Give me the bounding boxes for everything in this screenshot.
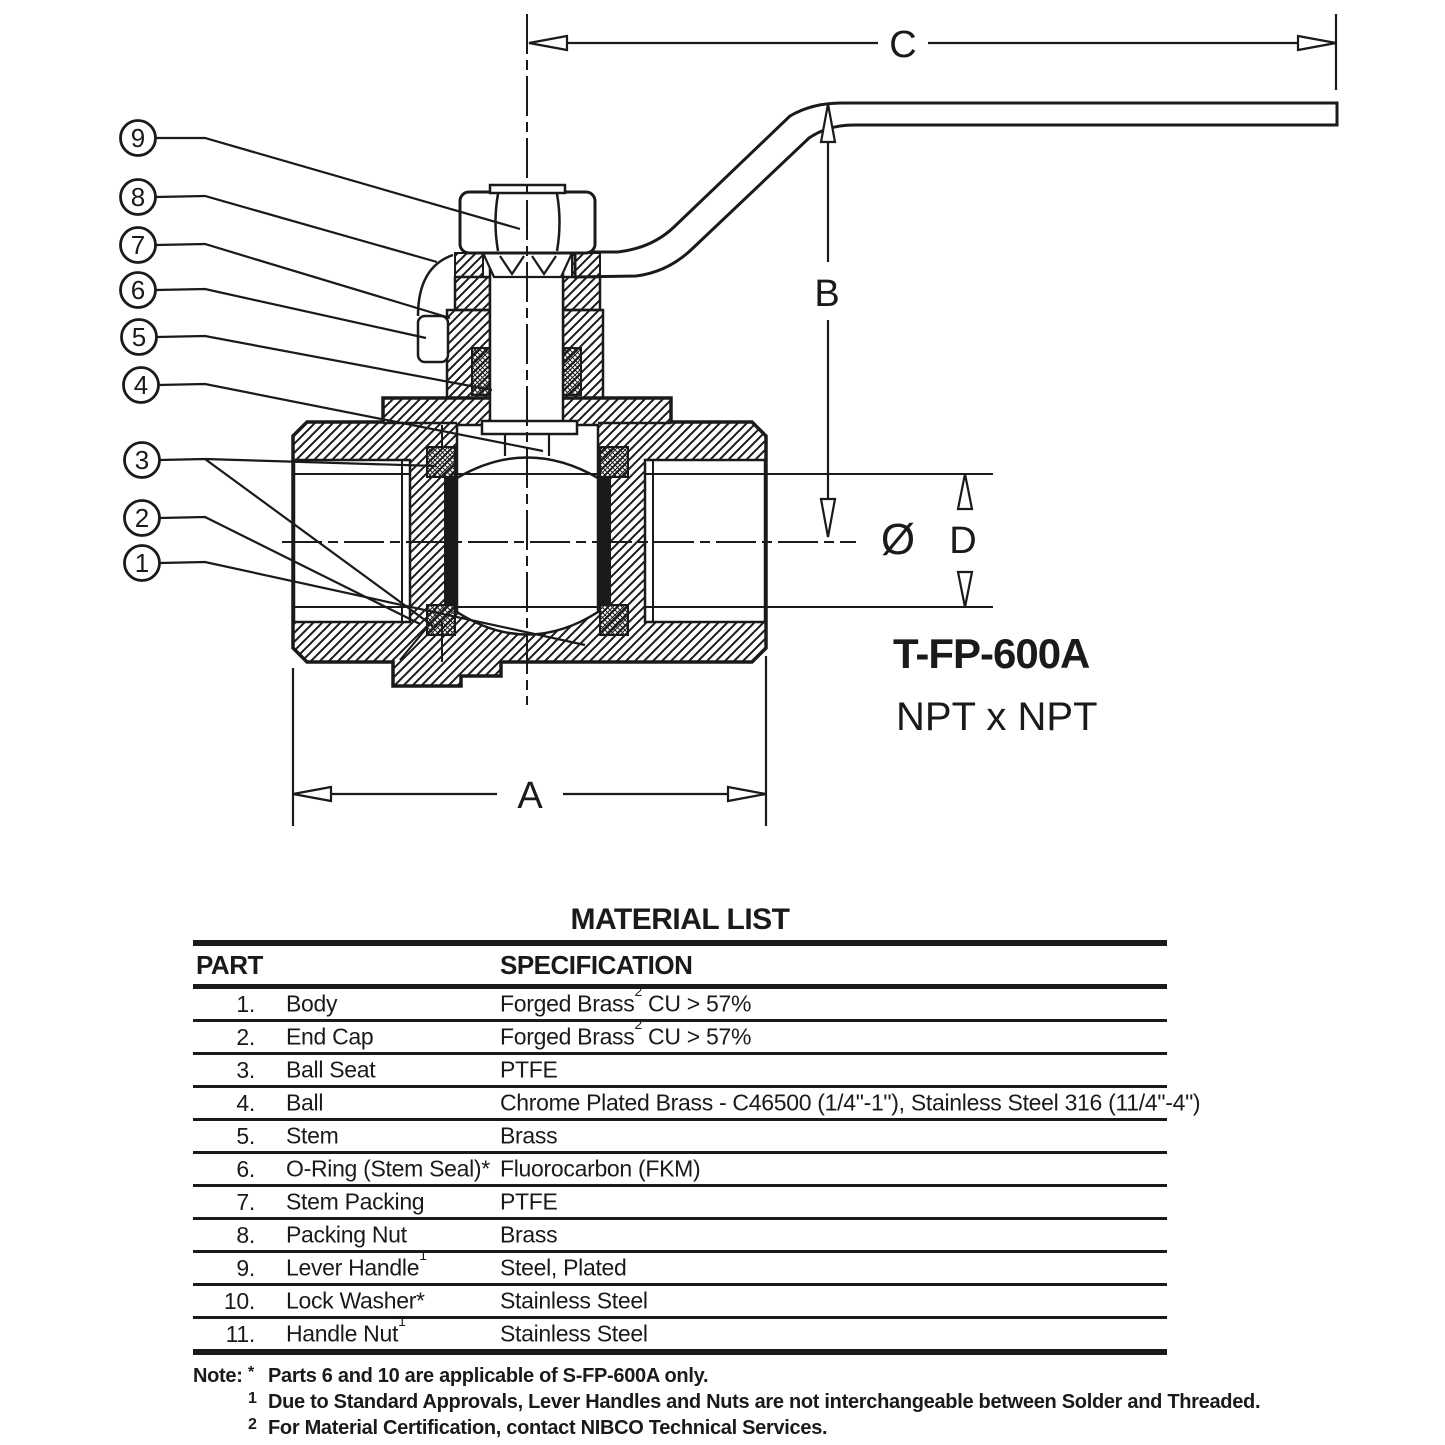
part-name-text: Handle Nut [286, 1320, 399, 1347]
part-spec [500, 1287, 1167, 1315]
note-text: For Material Certification, contact NIBCO Technical Services. [268, 1417, 828, 1439]
part-spec [500, 1320, 1167, 1348]
part-spec [500, 1122, 1167, 1150]
callout-2 [125, 501, 160, 536]
part-spec-sup: 2 [634, 1016, 642, 1033]
part-name [255, 1122, 500, 1150]
callout-1-number: 1 [134, 548, 150, 578]
dimension-D-label: D [949, 520, 977, 562]
callout-5 [122, 320, 157, 355]
arrow-down-icon [821, 499, 835, 537]
part-name [255, 990, 500, 1018]
material-list [193, 903, 1261, 1441]
part-spec-sup: 2 [634, 983, 642, 1000]
part-name-text: Ball [286, 1089, 324, 1116]
arrow-down-icon [958, 572, 972, 607]
table-row [193, 1055, 1167, 1088]
callout-2-number: 2 [134, 503, 150, 533]
part-spec [500, 983, 1167, 1018]
part-name [255, 1287, 500, 1315]
callout-9-number: 9 [130, 123, 146, 153]
callout-7-number: 7 [130, 230, 146, 260]
arrow-up-icon [958, 474, 972, 509]
part-number: 6. [236, 1155, 255, 1182]
part-name-text: Packing Nut [286, 1221, 407, 1248]
part-number: 3. [236, 1056, 255, 1083]
part-spec-text: Chrome Plated Brass - C46500 (1/4"-1"), Stainless Steel 316 (11/4"-4") [500, 1089, 1201, 1116]
part-spec-text: Brass [500, 1122, 558, 1149]
callout-3-number: 3 [134, 445, 150, 475]
dimension-C [529, 14, 1336, 90]
arrow-left-icon [293, 787, 331, 801]
table-row [193, 1187, 1167, 1220]
part-number: 4. [236, 1089, 255, 1116]
table-row [193, 1088, 1201, 1121]
table-row [193, 1154, 1167, 1187]
callout-8 [121, 180, 156, 215]
callout-4 [124, 368, 159, 403]
part-spec-text: Forged Brass [500, 1023, 635, 1050]
part-name [255, 1023, 500, 1051]
part-name [255, 1313, 500, 1348]
arrow-right-icon [1298, 36, 1336, 50]
material-list-title: MATERIAL LIST [570, 903, 790, 936]
callout-1 [125, 546, 160, 581]
callout-6-number: 6 [130, 275, 146, 305]
note-marker: 1 [248, 1390, 257, 1407]
dimension-A-label: A [517, 775, 543, 817]
part-name-sup: 1 [398, 1313, 406, 1330]
part-spec-post: CU > 57% [641, 990, 752, 1017]
packing-nut-right [563, 277, 600, 310]
part-spec [500, 1221, 1167, 1249]
part-spec-text: Brass [500, 1221, 558, 1248]
part-name [255, 1089, 500, 1117]
note-label: Note: [193, 1365, 243, 1387]
column-header-spec: SPECIFICATION [500, 949, 693, 980]
arrow-right-icon [728, 787, 766, 801]
part-name-text: Ball Seat [286, 1056, 376, 1083]
part-spec-text: Fluorocarbon (FKM) [500, 1155, 701, 1182]
table-row [193, 1313, 1167, 1355]
part-number: 11. [225, 1320, 255, 1347]
dimension-C-label: C [889, 24, 917, 66]
table-row [193, 1016, 1167, 1055]
dimension-D [881, 474, 977, 607]
part-name-text: Body [286, 990, 338, 1017]
part-name-text: Stem [286, 1122, 339, 1149]
part-spec-text: PTFE [500, 1056, 558, 1083]
part-number: 7. [236, 1188, 255, 1215]
table-row [193, 1286, 1167, 1319]
model-number: T-FP-600A [893, 630, 1090, 677]
note-marker: 2 [248, 1416, 257, 1433]
part-number: 10. [223, 1287, 255, 1314]
part-name [255, 1247, 500, 1282]
note-text: Parts 6 and 10 are applicable of S-FP-600A only. [268, 1365, 709, 1387]
dimension-B [814, 104, 839, 537]
arrow-left-icon [529, 36, 567, 50]
callout-5-number: 5 [131, 322, 147, 352]
table-header-row [193, 946, 1167, 989]
part-number: 1. [236, 990, 255, 1017]
note-line [193, 1363, 1167, 1389]
note-marker: * [248, 1364, 254, 1381]
part-spec [500, 1016, 1167, 1051]
note-label [193, 1415, 248, 1441]
handle-section-left [455, 253, 483, 277]
part-spec-text: PTFE [500, 1188, 558, 1215]
part-spec-text: Stainless Steel [500, 1320, 648, 1347]
part-name-text: O-Ring (Stem Seal)* [286, 1155, 490, 1182]
callout-4-number: 4 [133, 370, 149, 400]
part-name [255, 1188, 500, 1216]
part-name [255, 1221, 500, 1249]
part-number: 9. [236, 1254, 255, 1281]
material-table [193, 940, 1201, 1355]
callout-8-number: 8 [130, 182, 146, 212]
table-row [193, 1121, 1167, 1154]
part-spec-text: Steel, Plated [500, 1254, 627, 1281]
note-line [193, 1389, 1261, 1415]
part-number: 8. [236, 1221, 255, 1248]
part-spec [500, 1254, 1167, 1282]
lever-handle [575, 103, 1337, 277]
part-spec-post: CU > 57% [641, 1023, 752, 1050]
handle-section-right [572, 253, 600, 277]
table-row [193, 1220, 1167, 1253]
note-text: Due to Standard Approvals, Lever Handles and Nuts are not interchangeable between Solder and Threaded. [268, 1391, 1261, 1413]
callout-9 [121, 121, 156, 156]
part-name-text: Lever Handle [286, 1254, 420, 1281]
callout-3 [125, 443, 160, 478]
part-name-sup: 1 [419, 1247, 427, 1264]
callout-6 [121, 273, 156, 308]
note-line [193, 1415, 1167, 1441]
table-row [193, 983, 1167, 1022]
part-name [255, 1056, 500, 1084]
notes-block [193, 1363, 1261, 1441]
part-spec [500, 1155, 1167, 1183]
part-spec-text: Stainless Steel [500, 1287, 648, 1314]
part-spec [500, 1056, 1167, 1084]
callout-bubbles [121, 121, 160, 581]
dimension-B-label: B [814, 273, 840, 315]
column-header-part: PART [196, 949, 263, 980]
callout-7 [121, 228, 156, 263]
part-spec-text: Forged Brass [500, 990, 635, 1017]
table-row [193, 1247, 1167, 1286]
part-name-text: Stem Packing [286, 1188, 425, 1215]
note-label [193, 1389, 248, 1415]
connection-type: NPT x NPT [896, 695, 1098, 739]
o-ring [418, 255, 453, 362]
part-number: 5. [236, 1122, 255, 1149]
part-number: 2. [236, 1023, 255, 1050]
dimension-A [293, 656, 766, 826]
part-name [255, 1155, 500, 1183]
part-spec [500, 1089, 1200, 1117]
part-name-text: End Cap [286, 1023, 374, 1050]
part-spec [500, 1188, 1167, 1216]
packing-nut-left [455, 277, 490, 310]
stem-packing-right [563, 348, 581, 395]
part-name-text: Lock Washer* [286, 1287, 425, 1314]
diameter-symbol: Ø [880, 515, 916, 564]
